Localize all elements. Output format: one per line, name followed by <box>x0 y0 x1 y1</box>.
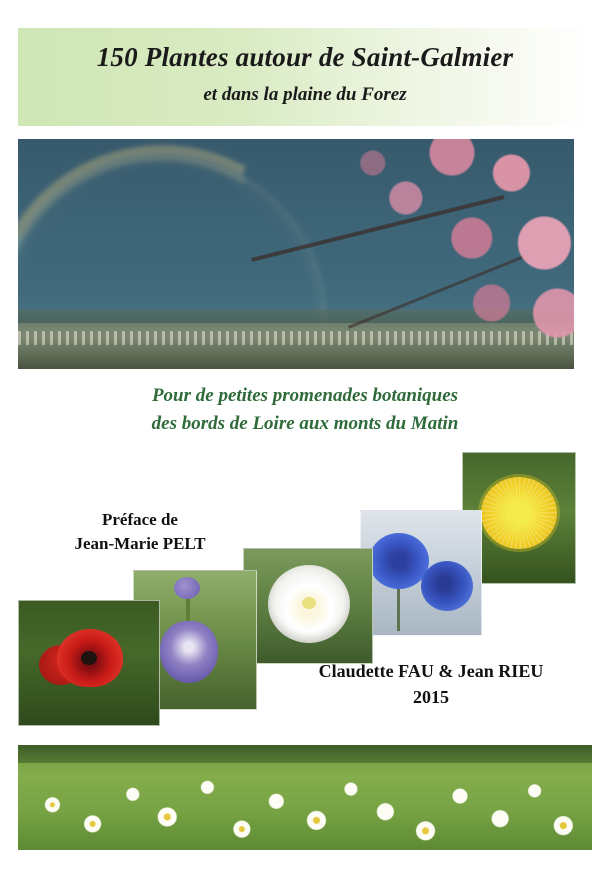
promenade-subtitle-line1: Pour de petites promenades botaniques <box>151 385 459 406</box>
hedge-layer <box>18 745 592 763</box>
meadow-photo <box>18 745 592 850</box>
violet-bloom-icon <box>160 621 218 683</box>
preface-credit <box>40 508 240 556</box>
promenade-subtitle <box>18 382 592 438</box>
poppy-photo <box>18 600 160 726</box>
bindweed-center-icon <box>302 597 316 609</box>
violet-bud-icon <box>174 577 200 599</box>
promenade-subtitle-line2: des bords de Loire aux monts du Matin <box>151 413 459 434</box>
cornflower-bloom-secondary-icon <box>421 561 473 611</box>
hero-photo <box>18 139 574 369</box>
daisy-centers-layer <box>18 763 592 850</box>
title-banner <box>18 28 592 126</box>
cherry-blossom-layer <box>254 139 574 369</box>
cornflower-photo <box>360 510 482 636</box>
authors-names: Claudette FAU & Jean RIEU <box>318 661 544 681</box>
poppy-center-icon <box>81 651 97 665</box>
publication-year: 2015 <box>413 687 449 707</box>
dandelion-rays-icon <box>481 477 557 549</box>
page-subtitle: et dans la plaine du Forez <box>203 84 407 105</box>
bindweed-photo <box>243 548 373 664</box>
preface-author: Jean-Marie PELT <box>74 534 206 553</box>
page-title: 150 Plantes autour de Saint-Galmier <box>96 42 514 72</box>
cornflower-bloom-icon <box>369 533 429 589</box>
preface-label: Préface de <box>102 510 178 529</box>
authors-block <box>286 658 576 710</box>
